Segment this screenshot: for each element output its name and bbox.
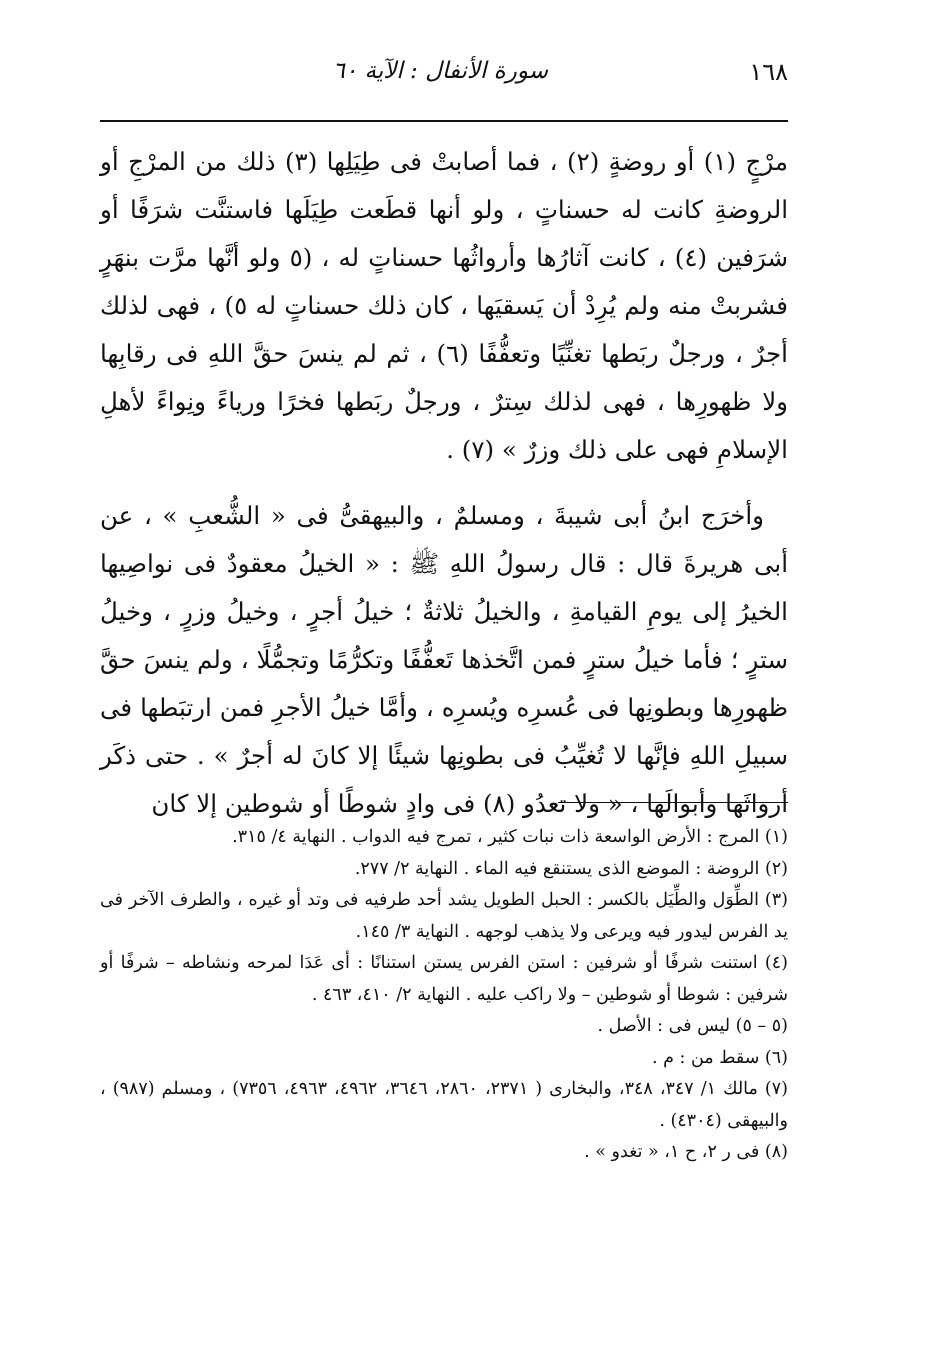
footnote-3: (٣) الطِّوَل والطِّيَل بالكسر : الحبل الطويل يشد أحد طرفيه فى وتد أو غيره ، والطرف الآخر فى يد الفرس ليدور فيه ويرعى ولا يذهب لوجهه . النهاية ٣/ ١٤٥. — [100, 890, 788, 942]
paragraph-2: وأخرَج ابنُ أبى شيبةَ ، ومسلمٌ ، والبيهقىُّ فى « الشُّعبِ » ، عن أبى هريرةَ قال : قال رسولُ اللهِ ﷺ : « الخيلُ معقودٌ فى نواصِيها الخيرُ إلى يومِ القيامةِ ، والخيلُ ثلاثةٌ ؛ خيلُ أجرٍ ، وخيلُ وزرٍ ، وخيلُ سترٍ ؛ فأما خيلُ سترٍ فمن اتَّخذها تَعفُّفًا وتكرُّمًا وتجمُّلًا ، ولم ينسَ حقَّ ظهورِها وبطونِها فى عُسرِه ويُسرِه ، وأمَّا خيلُ الأجرِ فمن ارتبَطها فى سبيلِ اللهِ فإنَّها لا تُغيِّبُ فى بطونِها شيئًا إلا كانَ له أجرٌ » . حتى ذكَر أرواثَها وأبوالَها ، « ولا تعدُو (٨) فى وادٍ شوطًا أو شوطين إلا كان — [100, 501, 788, 818]
footnote-5: (٥ – ٥) ليس فى : الأصل . — [597, 1016, 788, 1036]
footnote-6: (٦) سقط من : م . — [652, 1047, 788, 1068]
footnote-2: (٢) الروضة : الموضع الذى يستنقع فيه الماء . النهاية ٢/ ٢٧٧. — [354, 858, 788, 879]
footnotes — [100, 822, 788, 1169]
running-title: سورة الأنفال : الآية ٦٠ — [332, 58, 548, 84]
footnote-1: (١) المرج : الأرض الواسعة ذات نبات كثير ، تمرج فيه الدواب . النهاية ٤/ ٣١٥. — [232, 827, 788, 847]
footnote-8: (٨) فى ر ٢، ح ١، « تغدو » . — [584, 1142, 788, 1162]
main-text — [100, 138, 788, 828]
paragraph-1: مرْجٍ (١) أو روضةٍ (٢) ، فما أصابتْ فى طِيَلِها (٣) ذلك من المرْجِ أو الروضةِ كانت له حسناتٍ ، ولو أنها قطَعت طِيَلَها فاستنَّت شرَفًا أو شرَفين (٤) ، كانت آثارُها وأرواثُها حسناتٍ له ، (٥ ولو أنَّها مرَّت بنهَرٍ فشربتْ منه ولم يُرِدْ أن يَسقيَها ، كان ذلك حسناتٍ له ٥) ، فهى لذلك أجرٌ ، ورجلٌ ربَطها تغنِّيًا وتعفُّفًا (٦) ، ثم لم ينسَ حقَّ اللهِ فى رقابِها ولا ظهورِها ، فهى لذلك سِترٌ ، ورجلٌ ربَطها فخرًا ورياءً ونِواءً لأهلِ الإسلامِ فهى على ذلك وزرٌ » (٧) . — [100, 147, 788, 464]
header-divider — [100, 120, 788, 122]
footnote-4: (٤) استنت شرفًا أو شرفين : استن الفرس يستن استنانًا : أى عَدَا لمرحه ونشاطه – شرفًا أو شرفين : شوطا أو شوطين – ولا راكب عليه . النهاية ٢/ ٤١٠، ٤٦٣ . — [100, 953, 788, 1005]
book-page — [100, 50, 788, 1310]
page-header — [100, 50, 788, 108]
footnote-divider — [558, 802, 788, 803]
page-number: ١٦٨ — [749, 58, 788, 86]
footnote-7: (٧) مالك ١/ ٣٤٧، ٣٤٨، والبخارى ( ٢٣٧١، ٢٨٦٠، ٣٦٤٦، ٤٩٦٢، ٤٩٦٣، ٧٣٥٦) ، ومسلم (٩٨٧) ، والبيهقى (٤٣٠٤) . — [100, 1079, 788, 1131]
